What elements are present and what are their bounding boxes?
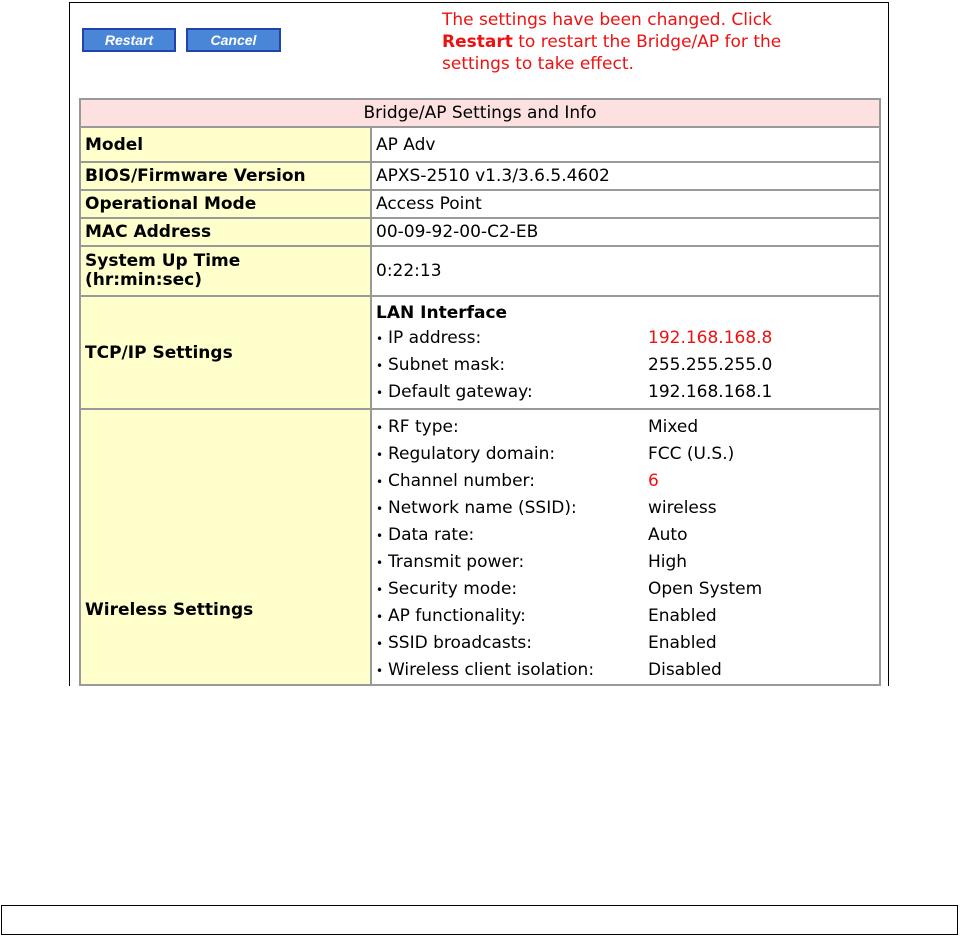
uptime-label-line-1: System Up Time [85,251,241,271]
client-isolation-label: • Wireless client isolation: [376,657,648,684]
transmit-power-label: • Transmit power: [376,549,648,576]
list-item [376,522,875,549]
list-item [376,657,875,684]
notice-line-3: settings to take effect. [442,54,634,74]
settings-changed-notice [442,9,882,75]
rf-type-label: • RF type: [376,414,648,441]
subnet-mask-value: 255.255.255.0 [648,355,773,375]
list-item [376,352,875,379]
row-value-operational-mode: Access Point [371,190,880,218]
row-value-firmware: APXS-2510 v1.3/3.6.5.4602 [371,162,880,190]
list-item [376,468,875,495]
ssid-label: • Network name (SSID): [376,495,648,522]
row-label-tcpip: TCP/IP Settings [80,296,371,409]
security-mode-value: Open System [648,579,763,599]
rf-type-value: Mixed [648,417,699,437]
list-item [376,441,875,468]
channel-number-value: 6 [648,471,659,491]
regulatory-domain-label: • Regulatory domain: [376,441,648,468]
list-item [376,549,875,576]
row-label-firmware: BIOS/Firmware Version [80,162,371,190]
list-item [376,325,875,352]
client-isolation-value: Disabled [648,660,722,680]
lan-interface-heading: LAN Interface [376,303,508,323]
channel-number-label: • Channel number: [376,468,648,495]
table-row [80,190,880,218]
list-item [376,603,875,630]
table-header-row [80,99,880,127]
notice-line-2 [442,31,882,53]
ip-address-value: 192.168.168.8 [648,328,773,348]
ssid-value: wireless [648,498,717,518]
list-item [376,630,875,657]
uptime-label-line-2: (hr:min:sec) [85,270,202,290]
list-item [376,379,875,406]
data-rate-value: Auto [648,525,688,545]
ap-functionality-label: • AP functionality: [376,603,648,630]
row-value-model: AP Adv [371,127,880,162]
row-label-uptime [80,246,371,296]
notice-line-1: The settings have been changed. Click [442,10,772,30]
transmit-power-value: High [648,552,688,572]
row-label-wireless: Wireless Settings [80,409,371,685]
row-value-tcpip [371,296,880,409]
ap-functionality-value: Enabled [648,606,717,626]
row-label-model: Model [80,127,371,162]
table-row [80,246,880,296]
table-row-wireless [80,409,880,685]
caption-box [1,905,958,935]
table-row [80,218,880,246]
default-gateway-label: • Default gateway: [376,379,648,406]
row-value-uptime: 0:22:13 [371,246,880,296]
table-row [80,127,880,162]
list-item [376,414,875,441]
data-rate-label: • Data rate: [376,522,648,549]
row-label-operational-mode: Operational Mode [80,190,371,218]
cancel-button[interactable]: Cancel [186,28,281,52]
list-item [376,576,875,603]
notice-restart-word: Restart [442,32,513,52]
row-label-mac-address: MAC Address [80,218,371,246]
notice-line-2-rest: to restart the Bridge/AP for the [512,32,782,52]
ssid-broadcasts-value: Enabled [648,633,717,653]
browser-frame [69,2,889,686]
table-row-tcpip [80,296,880,409]
row-value-wireless [371,409,880,685]
restart-button[interactable]: Restart [82,28,176,52]
table-title: Bridge/AP Settings and Info [80,99,880,127]
default-gateway-value: 192.168.168.1 [648,382,773,402]
table-row [80,162,880,190]
row-value-mac-address: 00-09-92-00-C2-EB [371,218,880,246]
ssid-broadcasts-label: • SSID broadcasts: [376,630,648,657]
list-item [376,495,875,522]
regulatory-domain-value: FCC (U.S.) [648,444,735,464]
security-mode-label: • Security mode: [376,576,648,603]
subnet-mask-label: • Subnet mask: [376,352,648,379]
ip-address-label: • IP address: [376,325,648,352]
settings-info-table [79,98,881,686]
